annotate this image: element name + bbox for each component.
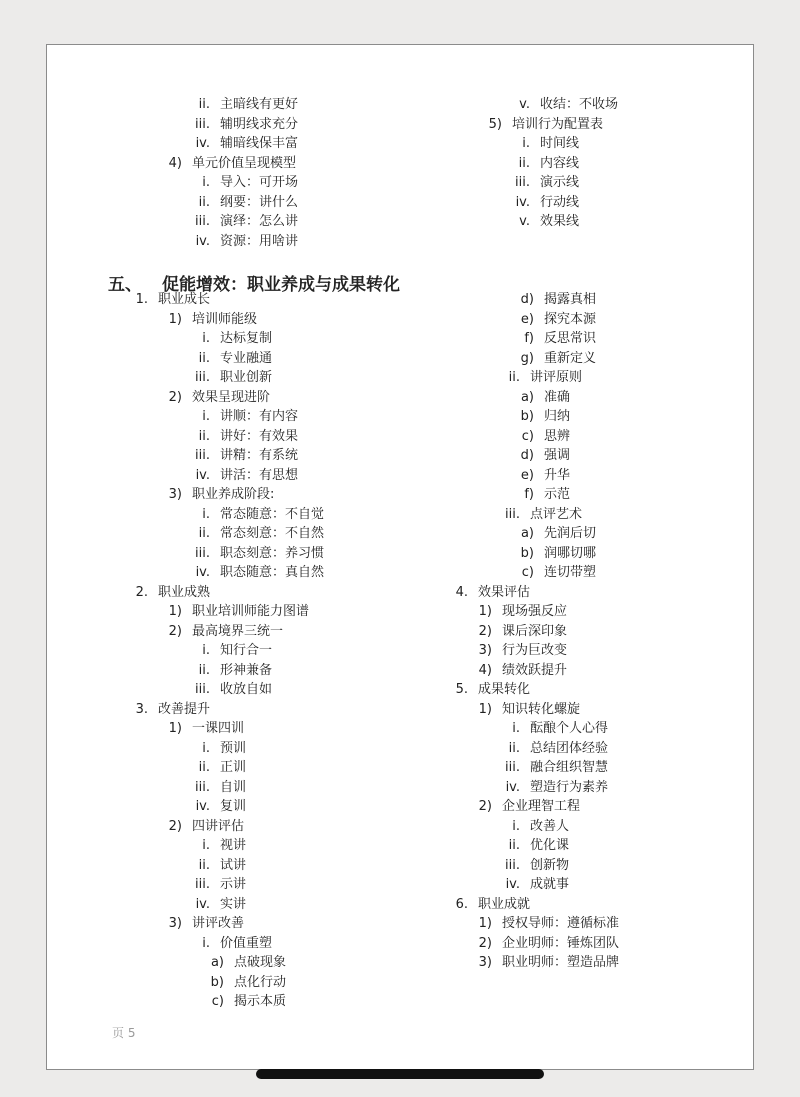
outline-text: 示范 — [544, 487, 571, 502]
outline-item — [180, 837, 246, 855]
outline-marker: ii. — [198, 857, 210, 873]
outline-item — [180, 408, 298, 426]
outline-text: 试讲 — [220, 857, 247, 873]
outline-marker: 4) — [478, 662, 492, 678]
outline-text: 职态随意：真自然 — [220, 565, 325, 580]
outline-text: 专业融通 — [220, 350, 273, 366]
outline-item — [152, 915, 244, 933]
outline-marker: d) — [520, 292, 534, 307]
outline-marker: f) — [524, 487, 534, 502]
outline-text: 效果评估 — [478, 584, 531, 600]
outline-text: 知行合一 — [220, 643, 273, 658]
outline-text: 改善提升 — [158, 701, 211, 717]
outline-item — [180, 896, 246, 914]
outline-item — [208, 993, 286, 1011]
outline-item — [462, 603, 567, 621]
outline-marker: iv. — [195, 467, 210, 483]
outline-item — [180, 135, 298, 153]
outline-item — [180, 96, 298, 114]
outline-marker: i. — [522, 136, 530, 151]
outline-marker: ii. — [508, 838, 520, 853]
outline-item — [152, 155, 296, 173]
outline-text: 讲精：有系统 — [220, 448, 299, 463]
outline-marker: iii. — [505, 506, 520, 522]
outline-marker: i. — [202, 740, 210, 756]
outline-marker: iv. — [195, 233, 210, 249]
outline-text: 形神兼备 — [220, 662, 273, 678]
outline-item — [462, 915, 619, 933]
outline-text: 时间线 — [540, 136, 580, 151]
outline-text: 一课四训 — [192, 721, 245, 736]
outline-item — [500, 213, 579, 231]
outline-text: 揭示本质 — [234, 994, 287, 1009]
outline-text: 培训行为配置表 — [512, 116, 604, 132]
outline-item — [180, 350, 272, 368]
outline-text: 企业明师：锤炼团队 — [502, 935, 620, 951]
outline-item — [490, 818, 569, 836]
outline-text: 效果呈现进阶 — [192, 389, 271, 405]
outline-marker: iii. — [505, 857, 520, 873]
outline-text: 行动线 — [540, 194, 580, 210]
outline-marker: iii. — [195, 545, 210, 561]
outline-text: 演示线 — [540, 175, 580, 190]
outline-marker: i. — [202, 409, 210, 424]
outline-marker: ii. — [198, 760, 210, 775]
outline-marker: ii. — [198, 350, 210, 366]
outline-marker: 1. — [135, 292, 148, 307]
outline-text: 准确 — [544, 389, 571, 405]
outline-marker: ii. — [508, 370, 520, 385]
outline-marker: 4) — [168, 155, 182, 171]
outline-marker: ii. — [508, 740, 520, 756]
outline-text: 职业培训师能力图谱 — [192, 604, 310, 619]
outline-marker: 3) — [478, 955, 492, 970]
outline-marker: v. — [519, 97, 530, 112]
outline-text: 重新定义 — [544, 350, 597, 366]
outline-item — [152, 486, 274, 504]
outline-item — [180, 174, 298, 192]
outline-item — [152, 720, 244, 738]
outline-text: 现场强反应 — [502, 604, 568, 619]
home-indicator-bar[interactable] — [256, 1069, 544, 1079]
outline-text: 成果转化 — [478, 682, 531, 697]
outline-item — [180, 330, 272, 348]
page-number: 页 5 — [112, 1026, 136, 1040]
outline-text: 复训 — [220, 799, 247, 814]
outline-item — [180, 506, 324, 524]
outline-text: 职业创新 — [220, 370, 273, 385]
outline-text: 知识转化螺旋 — [502, 701, 581, 717]
outline-text: 常态刻意：不自然 — [220, 526, 325, 541]
outline-item — [500, 155, 579, 173]
outline-marker: 2. — [135, 584, 148, 600]
outline-marker: i. — [202, 838, 210, 853]
outline-item — [180, 935, 272, 953]
outline-item — [518, 428, 570, 446]
outline-marker: 1) — [478, 701, 492, 717]
outline-marker: 2) — [168, 623, 182, 639]
outline-text: 内容线 — [540, 155, 580, 171]
outline-marker: e) — [520, 311, 534, 327]
outline-text: 思辨 — [544, 428, 571, 444]
outline-text: 升华 — [544, 467, 571, 483]
outline-marker: ii. — [518, 155, 530, 171]
outline-text: 职业成就 — [478, 896, 531, 912]
outline-text: 达标复制 — [220, 331, 273, 346]
outline-marker: b) — [520, 409, 534, 424]
outline-text: 实讲 — [220, 896, 247, 912]
outline-marker: 5. — [455, 682, 468, 697]
outline-text: 讲活：有思想 — [220, 467, 299, 483]
outline-item — [490, 720, 608, 738]
outline-text: 辅暗线保丰富 — [220, 136, 299, 151]
outline-text: 改善人 — [530, 818, 570, 834]
outline-marker: iii. — [505, 760, 520, 775]
outline-text: 职业明师：塑造品牌 — [502, 955, 620, 970]
outline-text: 探究本源 — [544, 311, 597, 327]
outline-marker: b) — [520, 545, 534, 561]
outline-text: 常态随意：不自觉 — [220, 506, 325, 522]
outline-text: 总结团体经验 — [530, 740, 609, 756]
outline-item — [490, 857, 569, 875]
outline-marker: e) — [520, 467, 534, 483]
outline-text: 收放自如 — [220, 682, 273, 697]
outline-text: 课后深印象 — [502, 623, 568, 639]
outline-marker: 3) — [478, 643, 492, 658]
outline-item — [180, 564, 324, 582]
outline-marker: iv. — [195, 136, 210, 151]
outline-marker: iv. — [505, 877, 520, 892]
outline-marker: iv. — [195, 565, 210, 580]
outline-text: 最高境界三统一 — [192, 623, 284, 639]
outline-marker: i. — [512, 721, 520, 736]
outline-item — [208, 954, 286, 972]
outline-text: 讲好：有效果 — [220, 428, 299, 444]
outline-item — [462, 954, 619, 972]
outline-marker: 1) — [168, 604, 182, 619]
outline-marker: ii. — [198, 97, 210, 112]
outline-item — [490, 779, 608, 797]
outline-marker: i. — [202, 935, 210, 951]
outline-text: 四讲评估 — [192, 818, 245, 834]
outline-text: 强调 — [544, 448, 571, 463]
outline-text: 收结：不收场 — [540, 97, 619, 112]
outline-item — [180, 876, 246, 894]
outline-item — [208, 974, 286, 992]
outline-marker: 1) — [168, 721, 182, 736]
outline-text: 价值重塑 — [220, 935, 273, 951]
outline-item — [180, 779, 246, 797]
outline-item — [518, 291, 596, 309]
outline-marker: iii. — [195, 214, 210, 229]
outline-text: 导入：可开场 — [220, 175, 299, 190]
outline-marker: iii. — [195, 877, 210, 892]
outline-text: 示讲 — [220, 877, 247, 892]
outline-text: 先润后切 — [544, 526, 597, 541]
outline-text: 创新物 — [530, 857, 570, 873]
outline-item — [490, 759, 608, 777]
outline-text: 酝酿个人心得 — [530, 721, 609, 736]
outline-text: 点破现象 — [234, 955, 287, 970]
outline-text: 预训 — [220, 740, 247, 756]
outline-marker: 3) — [168, 916, 182, 931]
outline-marker: 2) — [478, 799, 492, 814]
outline-marker: 3. — [135, 701, 148, 717]
outline-text: 塑造行为素养 — [530, 779, 609, 795]
outline-marker: a) — [520, 389, 534, 405]
outline-item — [490, 837, 569, 855]
outline-marker: i. — [202, 506, 210, 522]
outline-text: 演绎：怎么讲 — [220, 214, 299, 229]
outline-marker: iii. — [515, 175, 530, 190]
outline-marker: 1) — [478, 604, 492, 619]
outline-marker: 1) — [168, 311, 182, 327]
outline-marker: i. — [202, 331, 210, 346]
outline-item — [180, 681, 272, 699]
outline-text: 行为巨改变 — [502, 643, 568, 658]
outline-text: 绩效跃提升 — [502, 662, 568, 678]
outline-text: 职业成长 — [158, 292, 211, 307]
outline-item — [180, 642, 272, 660]
outline-item — [518, 545, 596, 563]
outline-marker: 6. — [455, 896, 468, 912]
outline-marker: i. — [512, 818, 520, 834]
outline-marker: i. — [202, 175, 210, 190]
outline-text: 效果线 — [540, 214, 580, 229]
outline-item — [490, 740, 608, 758]
outline-marker: iv. — [195, 799, 210, 814]
outline-marker: iii. — [195, 370, 210, 385]
outline-text: 反思常识 — [544, 331, 597, 346]
outline-item — [180, 740, 246, 758]
outline-item — [500, 194, 579, 212]
outline-marker: b) — [210, 974, 224, 990]
outline-marker: f) — [524, 331, 534, 346]
outline-item — [152, 818, 244, 836]
outline-marker: 2) — [168, 389, 182, 405]
outline-item — [180, 447, 298, 465]
outline-marker: v. — [519, 214, 530, 229]
outline-item — [500, 135, 579, 153]
outline-marker: iv. — [195, 896, 210, 912]
outline-marker: iii. — [195, 779, 210, 795]
outline-item — [152, 311, 257, 329]
outline-item — [490, 369, 582, 387]
outline-item — [152, 603, 309, 621]
outline-marker: c) — [521, 428, 534, 444]
outline-item — [518, 389, 570, 407]
outline-marker: ii. — [198, 662, 210, 678]
outline-marker: iii. — [195, 448, 210, 463]
outline-text: 纲要：讲什么 — [220, 194, 299, 210]
outline-item — [118, 701, 210, 719]
outline-item — [180, 116, 298, 134]
outline-item — [180, 525, 324, 543]
outline-text: 优化课 — [530, 838, 570, 853]
outline-text: 连切带塑 — [544, 565, 597, 580]
outline-item — [518, 408, 570, 426]
outline-text: 讲评改善 — [192, 916, 245, 931]
outline-marker: i. — [202, 643, 210, 658]
outline-item — [518, 311, 596, 329]
outline-item — [462, 642, 567, 660]
outline-text: 融合组织智慧 — [530, 760, 609, 775]
outline-marker: iii. — [195, 682, 210, 697]
outline-item — [490, 876, 569, 894]
section-number: 五、 — [108, 275, 142, 295]
outline-text: 职态刻意：养习惯 — [220, 545, 325, 561]
outline-text: 职业成熟 — [158, 584, 211, 600]
outline-marker: iii. — [195, 116, 210, 132]
section-title: 促能增效：职业养成与成果转化 — [162, 275, 400, 295]
outline-item — [462, 935, 619, 953]
outline-text: 辅明线求充分 — [220, 116, 299, 132]
outline-item — [152, 389, 270, 407]
outline-item — [152, 623, 283, 641]
outline-item — [180, 798, 246, 816]
outline-text: 点化行动 — [234, 974, 287, 990]
outline-item — [180, 428, 298, 446]
outline-item — [462, 662, 567, 680]
outline-text: 讲顺：有内容 — [220, 409, 299, 424]
outline-item — [518, 486, 570, 504]
outline-marker: ii. — [198, 526, 210, 541]
outline-marker: 2) — [478, 935, 492, 951]
outline-item — [180, 467, 298, 485]
outline-text: 成就事 — [530, 877, 570, 892]
outline-item — [118, 584, 210, 602]
outline-item — [180, 369, 272, 387]
outline-item — [518, 564, 596, 582]
outline-marker: c) — [521, 565, 534, 580]
outline-item — [180, 233, 298, 251]
outline-marker: c) — [211, 994, 224, 1009]
outline-item — [518, 350, 596, 368]
outline-item — [462, 623, 567, 641]
outline-marker: iv. — [515, 194, 530, 210]
outline-item — [180, 213, 298, 231]
outline-marker: 1) — [478, 916, 492, 931]
outline-text: 职业养成阶段: — [192, 487, 275, 502]
outline-item — [180, 662, 272, 680]
outline-marker: a) — [520, 526, 534, 541]
outline-item — [462, 701, 580, 719]
outline-marker: 2) — [478, 623, 492, 639]
outline-item — [180, 857, 246, 875]
outline-item — [518, 330, 596, 348]
outline-text: 授权导师：遵循标准 — [502, 916, 620, 931]
outline-marker: 3) — [168, 487, 182, 502]
outline-text: 润哪切哪 — [544, 545, 597, 561]
outline-item — [518, 525, 596, 543]
outline-text: 点评艺术 — [530, 506, 583, 522]
outline-item — [438, 896, 530, 914]
outline-marker: a) — [210, 955, 224, 970]
outline-marker: 5) — [488, 116, 502, 132]
outline-text: 企业理智工程 — [502, 799, 581, 814]
outline-text: 自训 — [220, 779, 247, 795]
outline-item — [472, 116, 603, 134]
outline-text: 讲评原则 — [530, 370, 583, 385]
outline-text: 视讲 — [220, 838, 247, 853]
outline-text: 主暗线有更好 — [220, 97, 299, 112]
outline-marker: g) — [520, 350, 534, 366]
outline-item — [490, 506, 582, 524]
outline-item — [180, 194, 298, 212]
section-heading — [108, 270, 400, 295]
outline-marker: iv. — [505, 779, 520, 795]
outline-marker: ii. — [198, 428, 210, 444]
outline-item — [500, 174, 579, 192]
outline-text: 单元价值呈现模型 — [192, 155, 297, 171]
outline-marker: 2) — [168, 818, 182, 834]
outline-text: 资源：用啥讲 — [220, 233, 299, 249]
outline-marker: ii. — [198, 194, 210, 210]
outline-item — [438, 681, 530, 699]
outline-item — [180, 545, 324, 563]
outline-item — [180, 759, 246, 777]
outline-item — [518, 447, 570, 465]
outline-text: 揭露真相 — [544, 292, 597, 307]
outline-item — [518, 467, 570, 485]
outline-item — [462, 798, 580, 816]
outline-marker: d) — [520, 448, 534, 463]
outline-item — [438, 584, 530, 602]
outline-marker: 4. — [455, 584, 468, 600]
outline-text: 培训师能级 — [192, 311, 258, 327]
outline-text: 归纳 — [544, 409, 571, 424]
outline-item — [500, 96, 618, 114]
outline-text: 正训 — [220, 760, 247, 775]
